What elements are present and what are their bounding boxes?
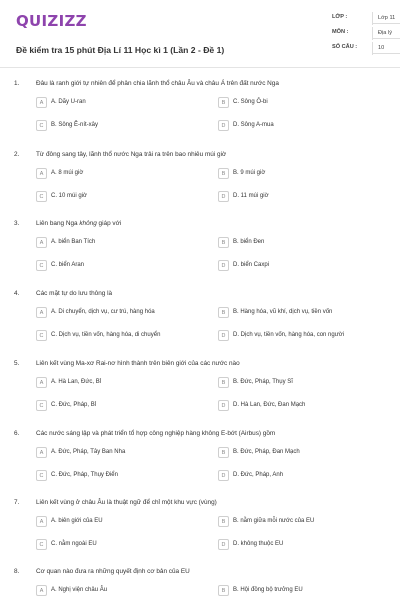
option-letter: B	[218, 307, 229, 318]
option-text: D. Sông A-mua	[233, 122, 274, 128]
question-number: 5.	[14, 360, 20, 367]
meta-row-class	[328, 12, 400, 27]
option-text: C. biển Aran	[51, 262, 85, 268]
question-text: Liên kết vùng ở châu Âu là thuật ngữ để chỉ một khu vực (vùng)	[36, 499, 217, 506]
option-text: A. Đức, Pháp, Tây Ban Nha	[51, 449, 126, 455]
question-text-emphasis: không	[79, 220, 97, 227]
option-letter: A	[36, 585, 47, 596]
option-text: D. Đức, Pháp, Anh	[233, 472, 284, 478]
question-4	[0, 290, 400, 361]
option-text: C. 10 múi giờ	[51, 193, 87, 199]
question-5	[0, 360, 400, 431]
question-number: 6.	[14, 430, 20, 437]
option-letter: D	[218, 191, 229, 202]
meta-row-subject	[328, 27, 400, 42]
option-letter: C	[36, 539, 47, 550]
header-divider	[0, 67, 400, 68]
question-number: 7.	[14, 499, 20, 506]
question-2	[0, 151, 400, 222]
option-letter: D	[218, 120, 229, 131]
option-text: A. Di chuyển, dịch vụ, cư trú, hàng hóa	[51, 309, 155, 315]
question-text: Cơ quan nào đưa ra những quyết định cơ bản của EU	[36, 568, 190, 575]
option-text: D. Hà Lan, Đức, Đan Mạch	[233, 402, 306, 408]
option-letter: D	[218, 470, 229, 481]
option-letter: B	[218, 447, 229, 458]
option-letter: C	[36, 330, 47, 341]
question-text: Các nước sáng lập và phát triển tổ hợp công nghiệp hàng không E-bớt (Airbus) gồm	[36, 430, 276, 437]
option-letter: A	[36, 307, 47, 318]
option-letter: B	[218, 237, 229, 248]
meta-label-class: LỚP :	[332, 14, 348, 20]
option-letter: D	[218, 539, 229, 550]
question-number: 1.	[14, 80, 20, 87]
meta-row-count	[328, 42, 400, 57]
question-text	[36, 220, 121, 227]
question-3	[0, 220, 400, 291]
option-text: B. Hàng hóa, vũ khí, dịch vụ, tiền vốn	[233, 309, 333, 315]
option-text: A. Hà Lan, Đức, Bỉ	[51, 379, 102, 385]
question-1	[0, 80, 400, 151]
question-number: 4.	[14, 290, 20, 297]
option-text: A. biên giới của EU	[51, 518, 103, 524]
option-letter: D	[218, 260, 229, 271]
meta-box	[328, 12, 400, 57]
option-letter: D	[218, 330, 229, 341]
option-letter: B	[218, 585, 229, 596]
option-letter: C	[36, 260, 47, 271]
option-letter: C	[36, 400, 47, 411]
option-text: A. 8 múi giờ	[51, 170, 84, 176]
option-text: C. nằm ngoài EU	[51, 541, 97, 547]
option-letter: C	[36, 191, 47, 202]
option-text: A. Dãy U-ran	[51, 99, 86, 105]
option-text: D. không thuộc EU	[233, 541, 284, 547]
option-text: D. Dịch vụ, tiền vốn, hàng hóa, con người	[233, 332, 345, 338]
question-number: 2.	[14, 151, 20, 158]
option-text: B. Hội đồng bộ trưởng EU	[233, 587, 303, 593]
option-text: B. Đức, Pháp, Đan Mạch	[233, 449, 300, 455]
question-number: 3.	[14, 220, 20, 227]
meta-value-subject: Địa lý	[372, 28, 400, 39]
option-text: C. Dịch vụ, tiền vốn, hàng hóa, di chuyển	[51, 332, 161, 338]
option-letter: D	[218, 400, 229, 411]
option-letter: A	[36, 237, 47, 248]
option-letter: A	[36, 168, 47, 179]
option-letter: A	[36, 447, 47, 458]
option-letter: B	[218, 97, 229, 108]
question-text: Liên kết vùng Ma-xơ Rai-nơ hình thành trên biên giới của các nước nào	[36, 360, 240, 367]
option-letter: B	[218, 516, 229, 527]
question-7	[0, 499, 400, 570]
option-text: B. Đức, Pháp, Thụy Sĩ	[233, 379, 293, 385]
option-text: D. 11 múi giờ	[233, 193, 269, 199]
meta-label-subject: MÔN :	[332, 29, 349, 35]
question-text: Các mặt tự do lưu thông là	[36, 290, 113, 297]
option-text: B. biển Đen	[233, 239, 265, 245]
question-8	[0, 568, 400, 600]
meta-label-count: SỐ CÂU :	[332, 44, 358, 50]
worksheet-header	[16, 12, 396, 68]
option-text: C. Đức, Pháp, Bỉ	[51, 402, 97, 408]
option-letter: A	[36, 97, 47, 108]
option-letter: C	[36, 120, 47, 131]
option-letter: C	[36, 470, 47, 481]
option-letter: B	[218, 377, 229, 388]
meta-value-class: Lớp 11	[372, 13, 400, 24]
option-letter: B	[218, 168, 229, 179]
option-letter: A	[36, 516, 47, 527]
question-number: 8.	[14, 568, 20, 575]
option-letter: A	[36, 377, 47, 388]
question-text-start: Liên bang Nga	[36, 220, 80, 227]
option-text: A. Nghị viện châu Âu	[51, 587, 108, 593]
option-text: B. Sông Ê-nít-xây	[51, 122, 99, 128]
worksheet-title: Đề kiểm tra 15 phút Địa Lí 11 Học kì 1 (Lần 2 - Đề 1)	[16, 45, 225, 55]
meta-value-count: 10	[372, 43, 400, 54]
option-text: B. 9 múi giờ	[233, 170, 266, 176]
option-text: C. Đức, Pháp, Thụy Điển	[51, 472, 118, 478]
question-text: Từ đông sang tây, lãnh thổ nước Nga trải ra trên bao nhiêu múi giờ	[36, 151, 227, 158]
question-text: Đâu là ranh giới tự nhiên để phân chia lãnh thổ châu Âu và châu Á trên đất nước Nga	[36, 80, 279, 87]
option-text: A. biển Ban Tích	[51, 239, 96, 245]
option-text: C. Sông Ô-bi	[233, 99, 268, 105]
option-text: D. biển Caxpi	[233, 262, 270, 268]
question-6	[0, 430, 400, 501]
quizizz-logo: QUIZIZZ	[16, 12, 87, 30]
question-text-end: giáp với	[96, 220, 122, 227]
option-text: B. nằm giữa mỗi nước của EU	[233, 518, 315, 524]
